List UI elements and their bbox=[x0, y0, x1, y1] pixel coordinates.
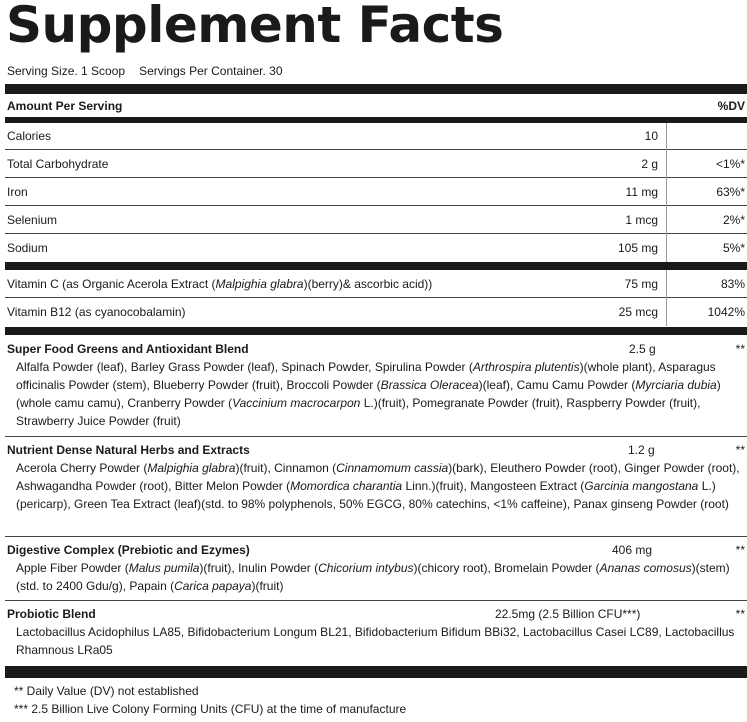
nutrient-amount: 2 g bbox=[641, 157, 658, 171]
blend-name: Probiotic Blend bbox=[7, 607, 96, 621]
blend-name: Super Food Greens and Antioxidant Blend bbox=[7, 342, 249, 356]
nutrient-row bbox=[0, 126, 747, 146]
nutrient-name: Selenium bbox=[7, 213, 58, 227]
nutrient-row bbox=[0, 238, 747, 258]
nutrient-dv: 1042% bbox=[707, 305, 745, 319]
blend-amount: 22.5mg (2.5 Billion CFU***) bbox=[495, 607, 641, 621]
servings-per-container: Servings Per Container. 30 bbox=[139, 64, 283, 78]
blend-dv: ** bbox=[735, 342, 745, 356]
nutrient-amount: 25 mcg bbox=[618, 305, 658, 319]
row-divider bbox=[5, 149, 747, 150]
blend-amount: 2.5 g bbox=[629, 342, 656, 356]
row-divider bbox=[5, 205, 747, 206]
nutrient-row bbox=[0, 210, 747, 230]
nutrient-row bbox=[0, 182, 747, 202]
top-thick-bar bbox=[5, 84, 747, 94]
serving-size: Serving Size. 1 Scoop bbox=[7, 64, 126, 78]
blend-dv: ** bbox=[735, 543, 745, 557]
nutrient-name: Vitamin C (as Organic Acerola Extract (Malpighia glabra)(berry)& ascorbic acid)) bbox=[7, 277, 433, 291]
vitamin-divider-bar bbox=[5, 262, 747, 270]
blend-ingredients: Lactobacillus Acidophilus LA85, Bifidobacterium Longum BL21, Bifidobacterium Bifidum BBi32, Lactobacillus Casei LC89, Lactobacillus Rhamnous LRa05 bbox=[16, 625, 735, 657]
dv-column-line bbox=[666, 270, 667, 326]
nutrient-row bbox=[0, 274, 747, 294]
nutrient-dv: 83% bbox=[720, 277, 745, 291]
nutrient-amount: 11 mg bbox=[625, 185, 658, 199]
blend-divider bbox=[5, 436, 747, 437]
blend-divider-bar bbox=[5, 327, 747, 335]
blend-ingredients: Apple Fiber Powder (Malus pumila)(fruit), Inulin Powder (Chicorium intybus)(chicory root), Bromelain Powder (Ananas comosus)(stem)(std. to 2400 Gdu/g), Papain (Carica papaya)(fruit) bbox=[16, 561, 730, 593]
nutrient-name: Calories bbox=[7, 129, 52, 143]
dv-header: %DV bbox=[717, 99, 745, 113]
blend-amount: 406 mg bbox=[612, 543, 653, 557]
panel-title: Supplement Facts bbox=[6, 0, 504, 54]
nutrient-name: Total Carbohydrate bbox=[7, 157, 109, 171]
header-bar bbox=[5, 117, 747, 123]
amount-per-serving-header: Amount Per Serving bbox=[7, 99, 123, 113]
row-divider bbox=[5, 177, 747, 178]
serving-info bbox=[7, 63, 283, 79]
nutrient-amount: 1 mcg bbox=[625, 213, 658, 227]
blend-ingredients: Acerola Cherry Powder (Malpighia glabra)(fruit), Cinnamon (Cinnamomum cassia)(bark), Eleuthero Powder (root), Ginger Powder (root), Ashwagandha Powder (root), Bitter Melon Powder (Momordica charantia Linn.)(fruit), Mangosteen Extract (Garcinia mangostana L.)(pericarp), Green Tea Extract (leaf)(std. to 98% polyphenols, 50% EGCG, 80% catechins, <1% caffeine), Panax ginseng Powder (root) bbox=[16, 461, 740, 511]
blend-name: Nutrient Dense Natural Herbs and Extracts bbox=[7, 443, 250, 457]
nutrient-dv: <1%* bbox=[715, 157, 745, 171]
nutrient-dv: 2%* bbox=[722, 213, 745, 227]
row-divider bbox=[5, 297, 747, 298]
nutrient-amount: 105 mg bbox=[617, 241, 658, 255]
nutrient-dv: 5%* bbox=[722, 241, 745, 255]
row-divider bbox=[5, 233, 747, 234]
nutrient-row bbox=[0, 302, 747, 322]
blend-ingredients: Alfalfa Powder (leaf), Barley Grass Powder (leaf), Spinach Powder, Spirulina Powder (Arthrospira plutentis)(whole plant), Asparagus officinalis Powder (stem), Blueberry Powder (fruit), Broccoli Powder (Brassica Oleracea)(leaf), Camu Camu Powder (Myrciaria dubia)(whole camu camu), Cranberry Powder (Vaccinium macrocarpon L.)(fruit), Pomegranate Powder (fruit), Raspberry Powder (fruit), Strawberry Juice Powder (fruit) bbox=[16, 360, 721, 428]
nutrient-amount: 10 bbox=[644, 129, 658, 143]
blend-dv: ** bbox=[735, 607, 745, 621]
blend-amount: 1.2 g bbox=[628, 443, 655, 457]
nutrient-dv: 63%* bbox=[716, 185, 745, 199]
nutrient-amount: 75 mg bbox=[624, 277, 658, 291]
blend-name: Digestive Complex (Prebiotic and Ezymes) bbox=[7, 543, 250, 557]
footnote-cfu: *** 2.5 Billion Live Colony Forming Units (CFU) at the time of manufacture bbox=[14, 702, 407, 716]
bottom-thick-bar bbox=[5, 666, 747, 678]
blend-dv: ** bbox=[735, 443, 745, 457]
dv-column-line bbox=[666, 123, 667, 262]
nutrient-name: Vitamin B12 (as cyanocobalamin) bbox=[7, 305, 186, 319]
blend-divider bbox=[5, 536, 747, 537]
nutrient-name: Sodium bbox=[7, 241, 48, 255]
nutrient-row bbox=[0, 154, 747, 174]
footnote-dv: ** Daily Value (DV) not established bbox=[14, 684, 199, 698]
nutrient-name: Iron bbox=[7, 185, 28, 199]
blend-divider bbox=[5, 600, 747, 601]
